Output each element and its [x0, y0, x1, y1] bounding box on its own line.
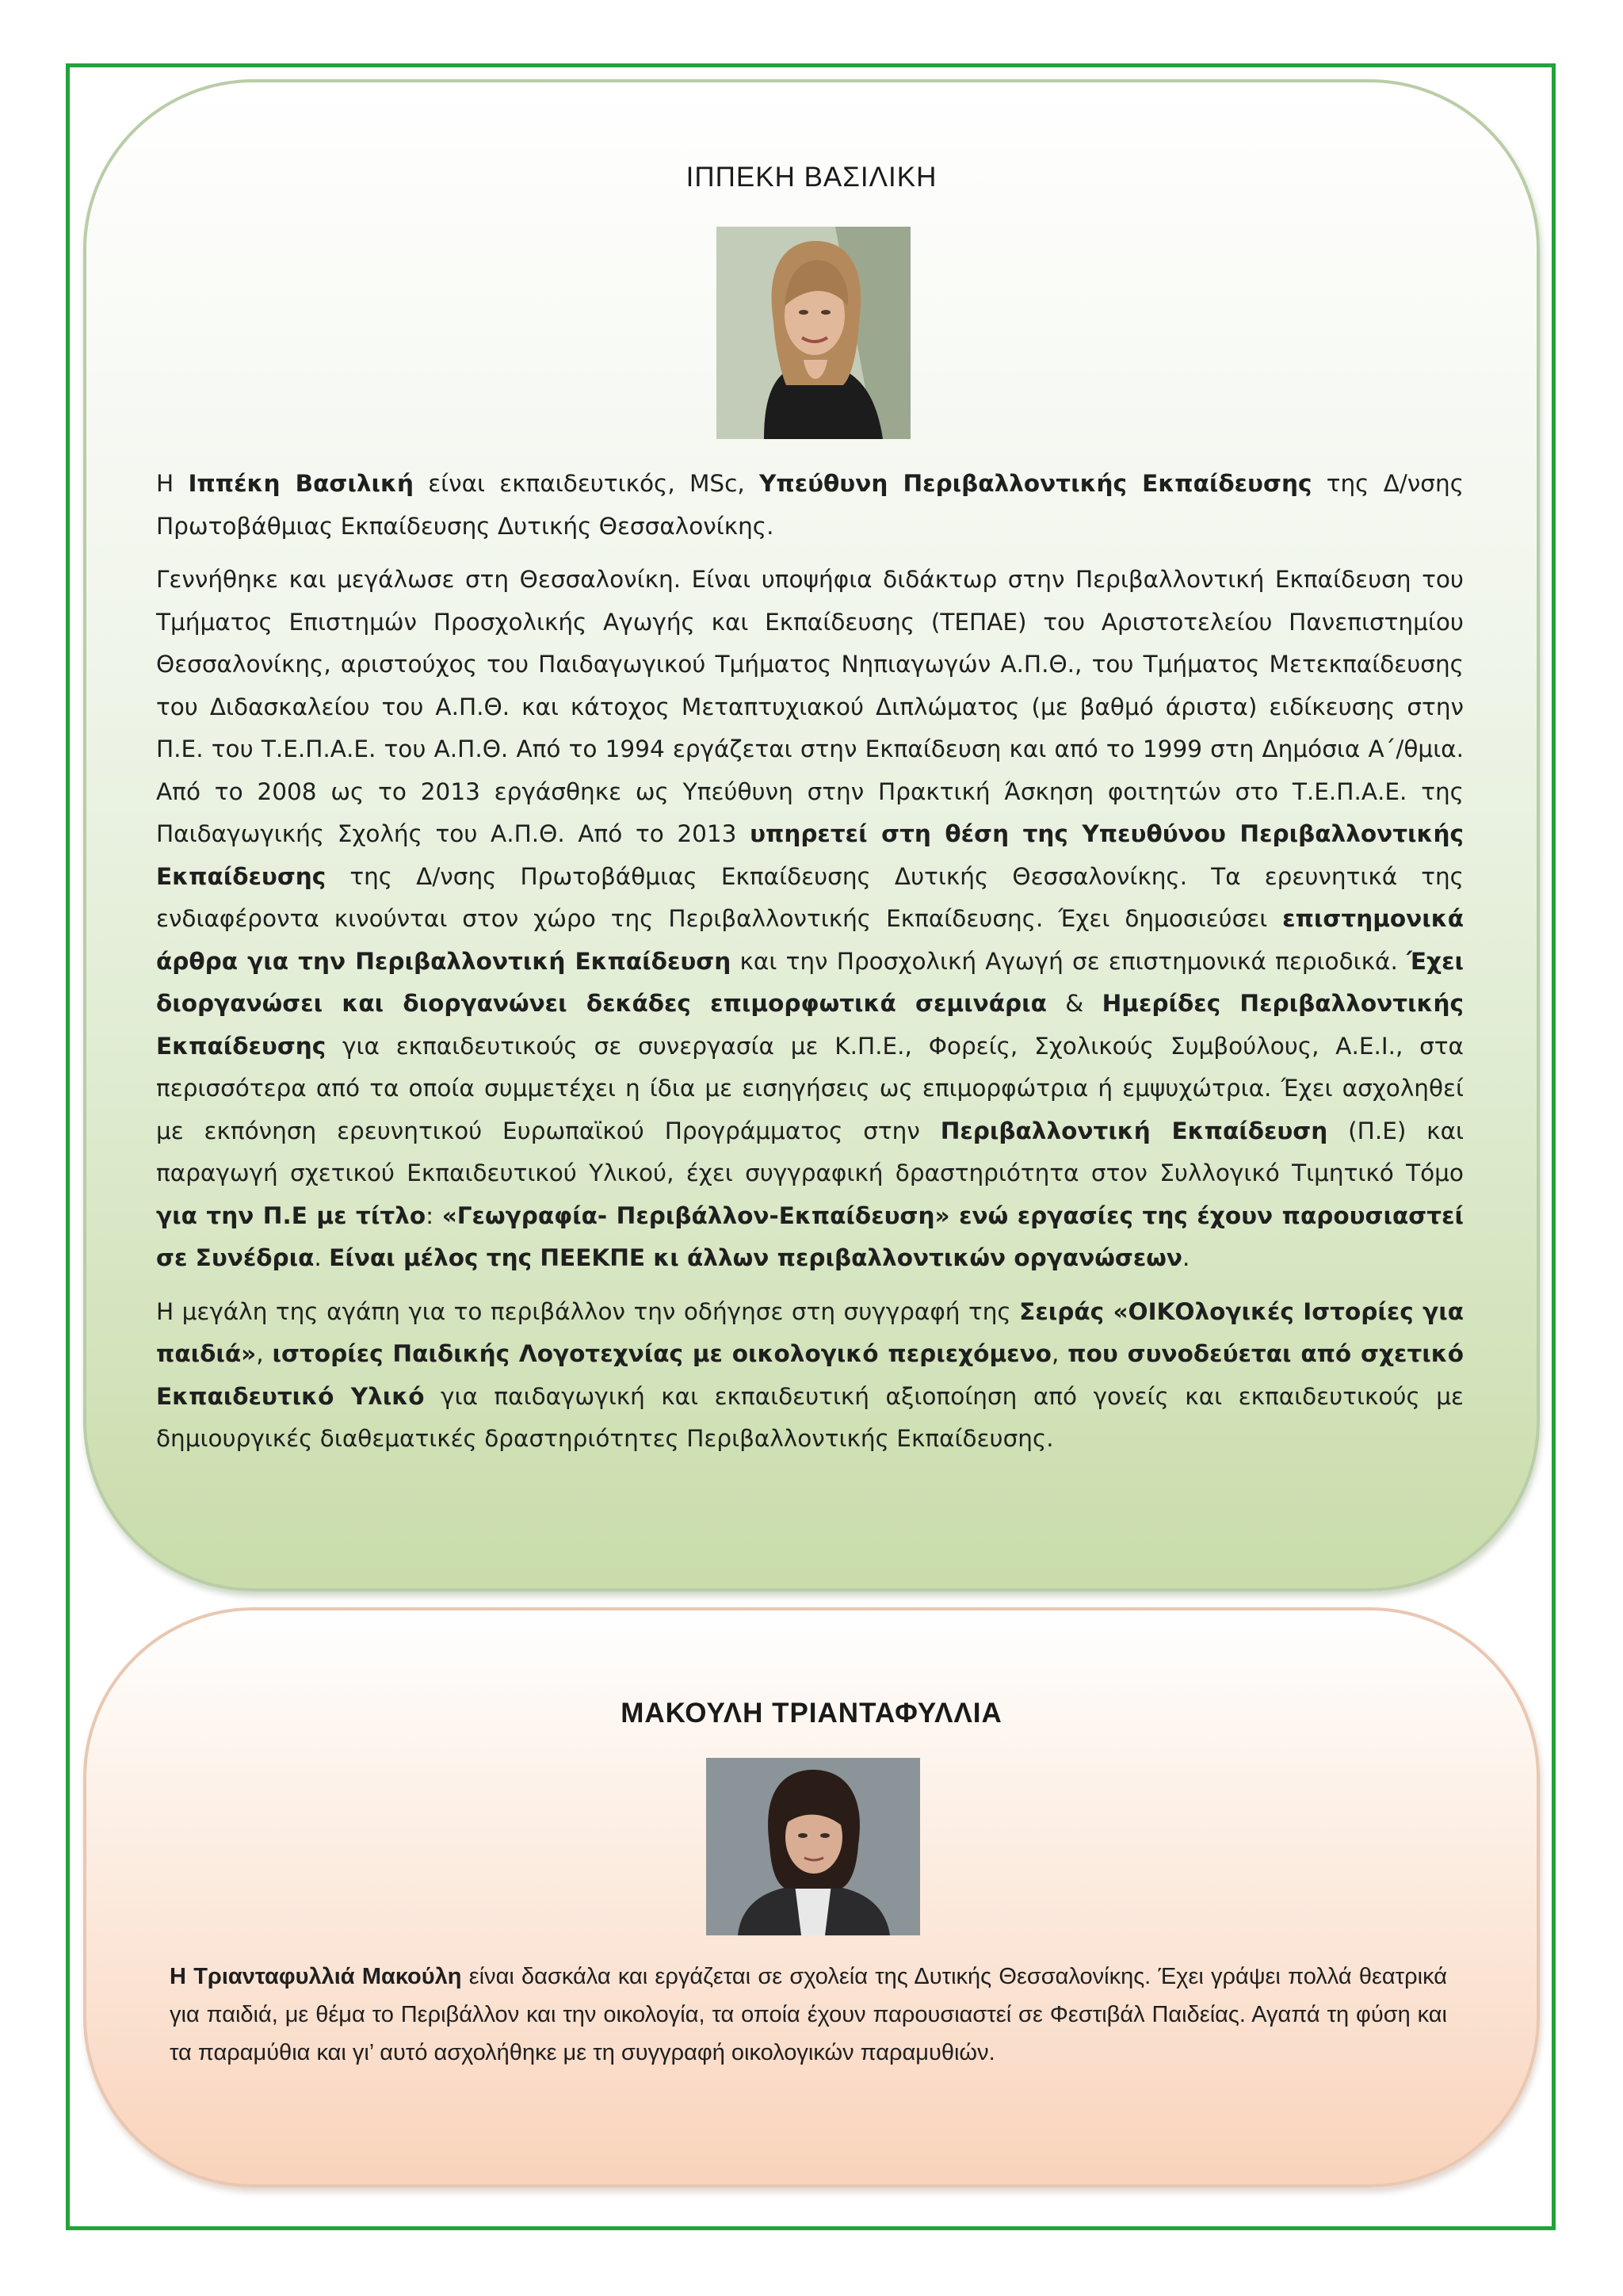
bio-emphasis: για την Π.Ε με τίτλο: [156, 1201, 426, 1229]
profile-bio: [170, 1958, 1447, 2072]
profile-bio: [156, 463, 1464, 1472]
bio-emphasis: Έχει διοργανώσει και διοργανώνει δεκάδες επιμορφωτικά σεμινάρια: [156, 947, 1464, 1017]
bio-emphasis: Ημερίδες Περιβαλλοντικής Εκπαίδευσης: [156, 990, 1464, 1060]
profile-card-ippeki: [83, 79, 1540, 1591]
bio-text: Η: [156, 470, 189, 497]
bio-text: της Δ/νσης Πρωτοβάθμιας Εκπαίδευσης Δυτικής Θεσσαλονίκης. Τα ερευνητικά της ενδιαφέροντα κινούνται στον χώρο της Περιβαλλοντικής Εκπαίδευσης. Έχει δημοσιεύσει: [156, 862, 1464, 932]
bio-text: ,: [256, 1340, 273, 1367]
portrait-image: [706, 1758, 920, 1935]
bio-paragraph: [156, 463, 1464, 548]
bio-emphasis: Υπεύθυνη Περιβαλλοντικής Εκπαίδευσης: [759, 470, 1312, 497]
bio-text: Γεννήθηκε και μεγάλωσε στη Θεσσαλονίκη. Είναι υποψήφια διδάκτωρ στην Περιβαλλοντική Εκπαίδευση του Τμήματος Επιστημών Προσχολικής Αγωγής και Εκπαίδευσης (ΤΕΠΑΕ) του Αριστοτελείου Πανεπιστημίου Θεσσαλονίκης, αριστούχος του Παιδαγωγικού Τμήματος Νηπιαγωγών Α.Π.Θ., του Τμήματος Μετεκπαίδευσης του Διδασκαλείου του Α.Π.Θ. και κάτοχος Μεταπτυχιακού Διπλώματος (με βαθμό άριστα) ειδίκευσης στην Π.Ε. του Τ.Ε.Π.Α.Ε. του Α.Π.Θ. Από το 1994 εργάζεται στην Εκπαίδευση και από το 1999 στη Δημόσια Α΄/θμια. Από το 2008 ως το 2013 εργάσθηκε ως Υπεύθυνη στην Πρακτική Άσκηση φοιτητών στο Τ.Ε.Π.Α.Ε. της Παιδαγωγικής Σχολής του Α.Π.Θ. Από το 2013: [156, 566, 1464, 847]
bio-text: είναι δασκάλα και εργάζεται σε σχολεία της Δυτικής Θεσσαλονίκης. Έχει γράψει πολλά θεατρικά για παιδιά, με θέμα το Περιβάλλον και την οικολογία, τα οποία έχουν παρουσιαστεί σε Φεστιβάλ Παιδείας. Αγαπά τη φύση και τα παραμύθια και γι’ αυτό ασχολήθηκε με τη συγγραφή οικολογικών παραμυθιών.: [170, 1964, 1447, 2065]
profile-name: ΙΠΠΕΚΗ ΒΑΣΙΛΙΚΗ: [685, 162, 938, 193]
bio-text: για παιδαγωγική και εκπαιδευτική αξιοποίηση από γονείς και εκπαιδευτικούς με δημιουργικές διαθεματικές δραστηριότητες Περιβαλλοντικής Εκπαίδευσης.: [156, 1382, 1464, 1452]
bio-text: και την Προσχολική Αγωγή σε επιστημονικά περιοδικά.: [731, 947, 1407, 975]
bio-text: (Π.Ε) και παραγωγή σχετικού Εκπαιδευτικού Υλικού, έχει συγγραφική δραστηριότητα στον Συλλογικό Τιμητικό Τόμο: [156, 1117, 1464, 1186]
bio-text: .: [1182, 1244, 1190, 1271]
profile-name: ΜΑΚΟΥΛΗ ΤΡΙΑΝΤΑΦΥΛΛΙΑ: [621, 1698, 1002, 1729]
bio-emphasis: «Γεωγραφία- Περιβάλλον-Εκπαίδευση» ενώ εργασίες της έχουν παρουσιαστεί σε Συνέδρια: [156, 1201, 1464, 1271]
bio-text: &: [1046, 990, 1102, 1017]
bio-paragraph: [170, 1958, 1447, 2072]
bio-emphasis: ιστορίες Παιδικής Λογοτεχνίας με οικολογικό περιεχόμενο: [272, 1340, 1052, 1367]
bio-text: της Δ/νσης Πρωτοβάθμιας Εκπαίδευσης Δυτικής Θεσσαλονίκης.: [156, 470, 1465, 540]
bio-emphasis: Σειράς «ΟΙΚΟλογικές Ιστορίες για παιδιά»: [156, 1297, 1464, 1367]
bio-text: :: [426, 1201, 442, 1229]
bio-emphasis: Περιβαλλοντική Εκπαίδευση: [940, 1117, 1328, 1144]
bio-text: ,: [1051, 1340, 1068, 1367]
bio-text: .: [314, 1244, 330, 1271]
bio-text: Η μεγάλη της αγάπη για το περιβάλλον την οδήγησε στη συγγραφή της: [156, 1297, 1020, 1325]
bio-emphasis: Είναι μέλος της ΠΕΕΚΠΕ κι άλλων περιβαλλοντικών οργανώσεων: [329, 1244, 1182, 1271]
profile-card-makouli: [83, 1607, 1540, 2187]
portrait-image: [716, 227, 911, 439]
bio-emphasis: επιστημονικά άρθρα για την Περιβαλλοντική Εκπαίδευση: [156, 905, 1464, 975]
profile-photo: [706, 1758, 920, 1935]
bio-emphasis: που συνοδεύεται από σχετικό Εκπαιδευτικό Υλικό: [156, 1340, 1464, 1410]
bio-emphasis: Η Τριανταφυλλιά Μακούλη: [170, 1964, 462, 1989]
bio-emphasis: Ιππέκη Βασιλική: [188, 470, 414, 497]
bio-paragraph: [156, 1291, 1464, 1461]
bio-text: για εκπαιδευτικούς σε συνεργασία με Κ.Π.Ε., Φορείς, Σχολικούς Συμβούλους, Α.Ε.Ι., στα περισσότερα από τα οποία συμμετέχει η ίδια με εισηγήσεις ως επιμορφώτρια ή εμψυχώτρια. Έχει ασχοληθεί με εκπόνηση ερευνητικού Ευρωπαϊκού Προγράμματος στην: [156, 1032, 1464, 1144]
bio-paragraph: [156, 559, 1464, 1280]
bio-emphasis: υπηρετεί στη θέση της Υπευθύνου Περιβαλλοντικής Εκπαίδευσης: [156, 820, 1464, 890]
profile-photo: [716, 227, 911, 439]
bio-text: είναι εκπαιδευτικός, MSc,: [413, 470, 759, 497]
